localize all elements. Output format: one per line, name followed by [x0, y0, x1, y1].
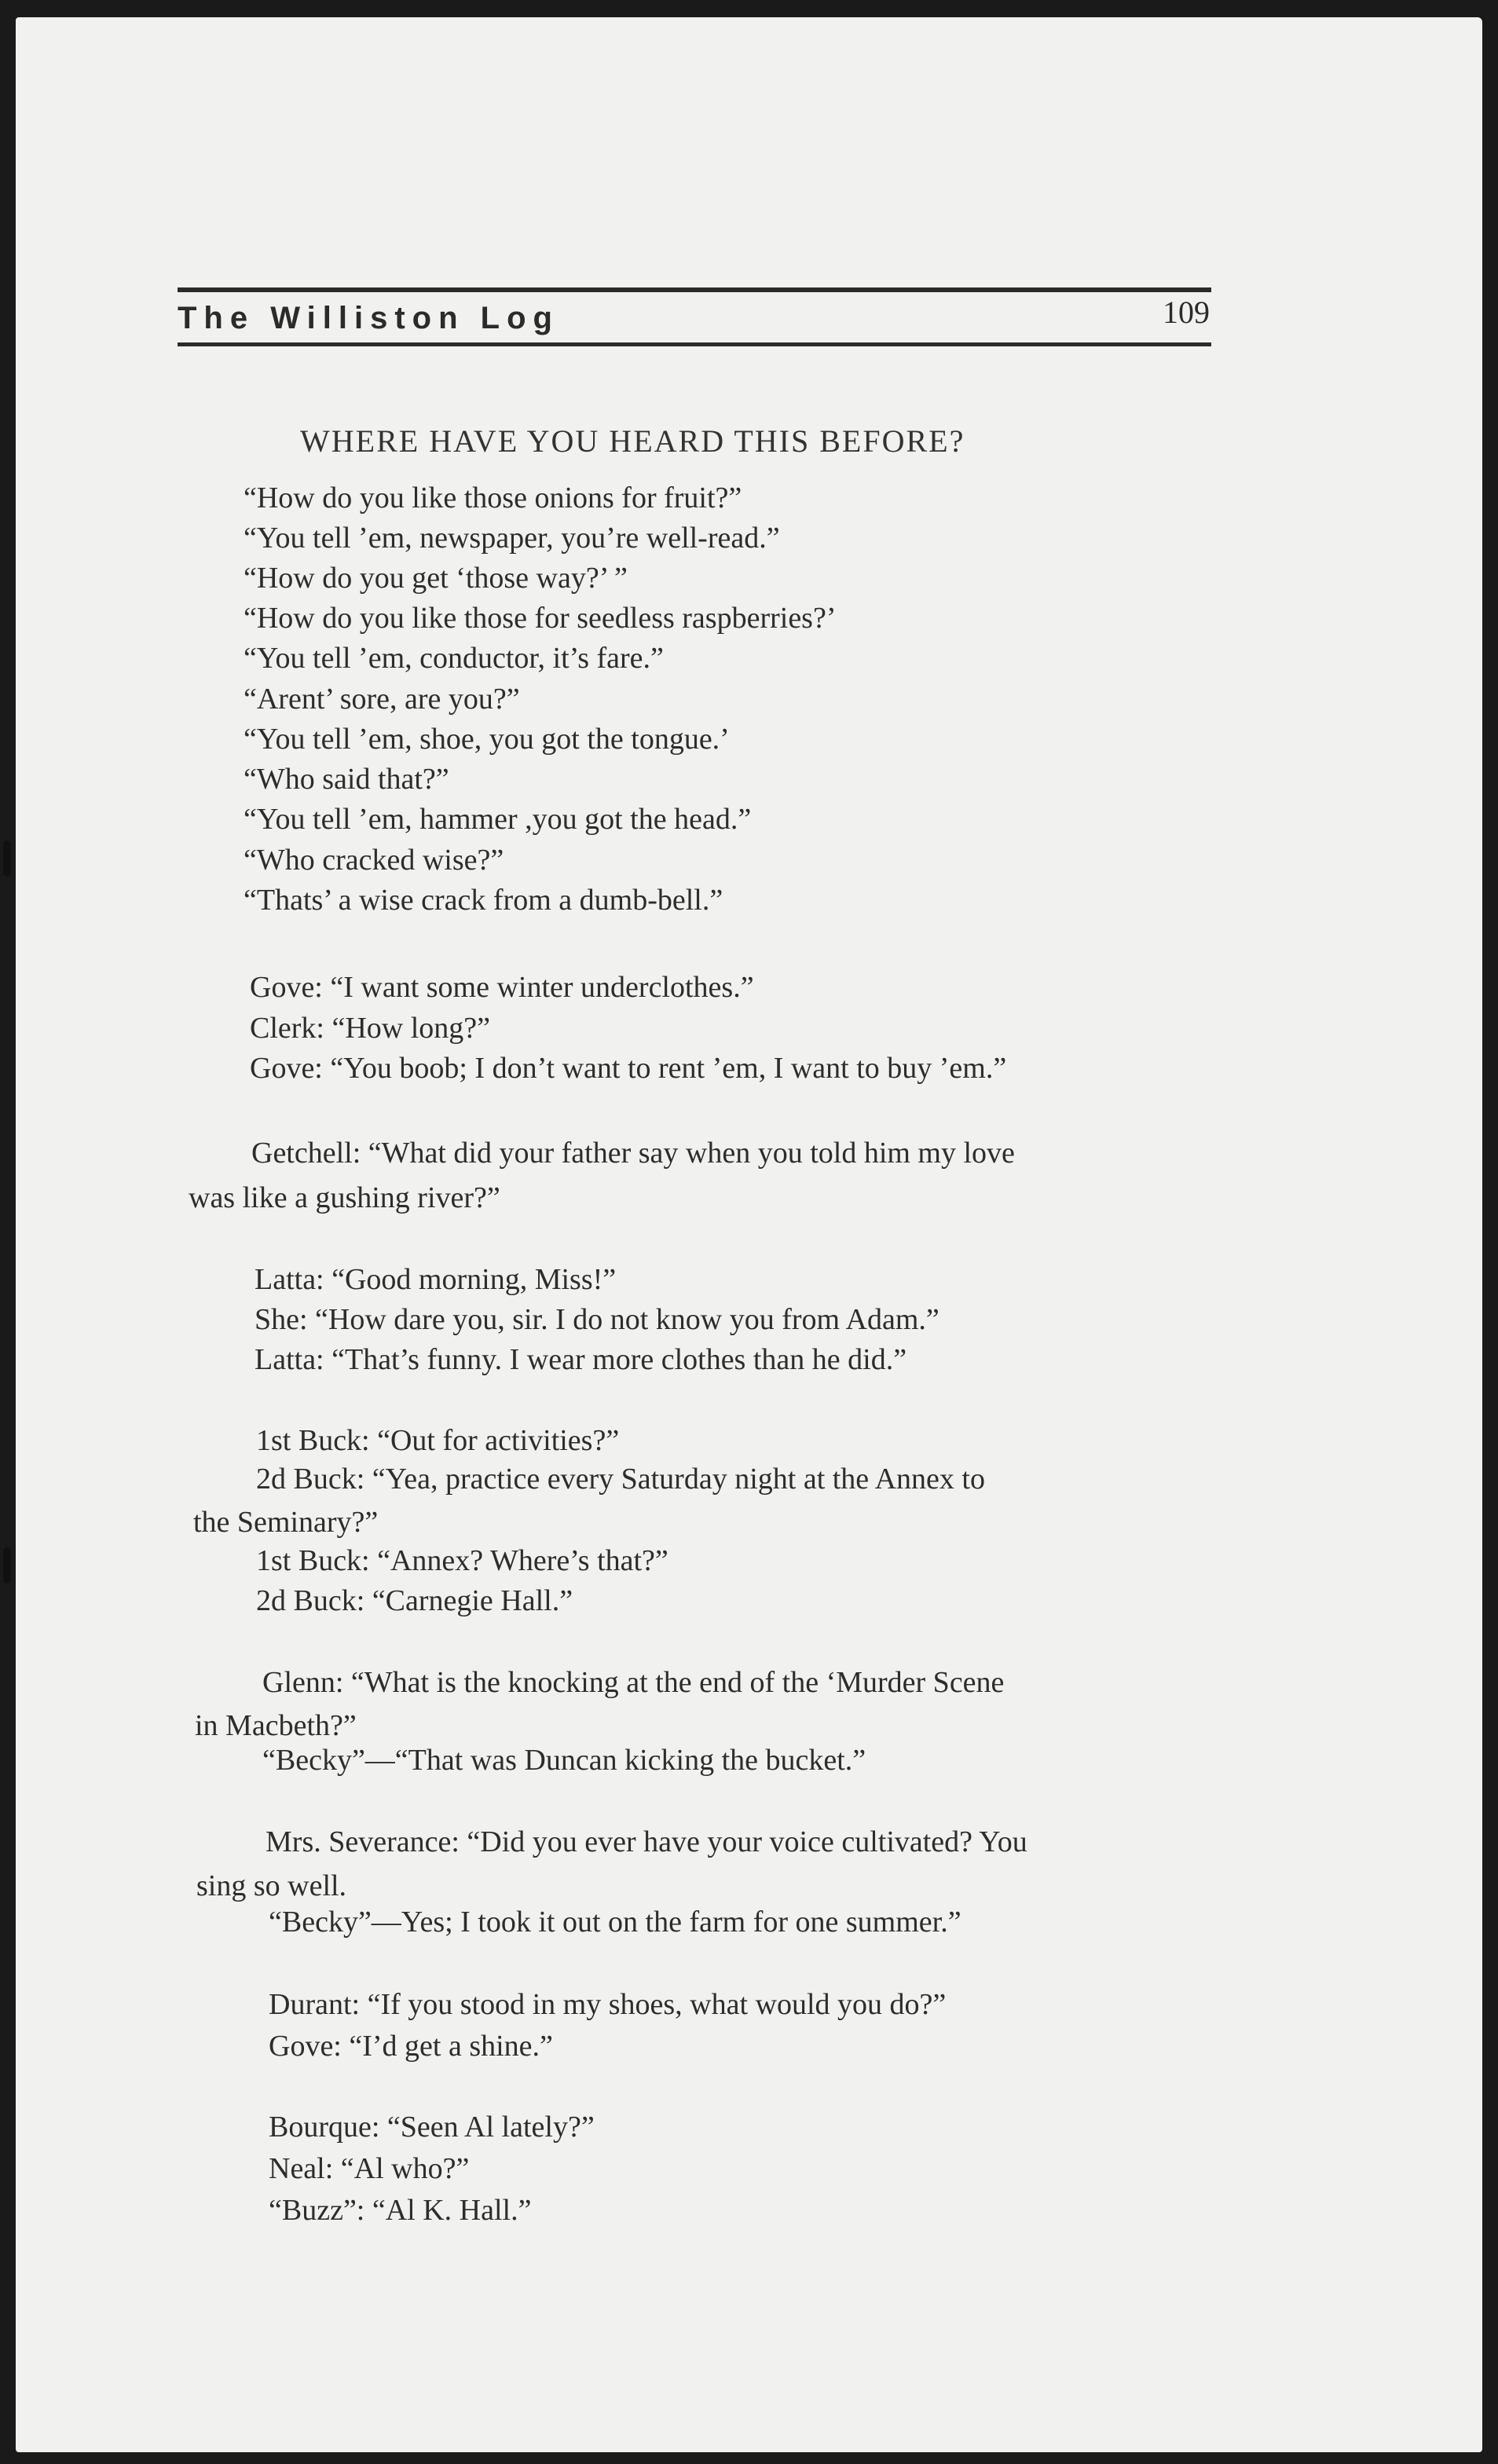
dialogue-line: “Becky”—Yes; I took it out on the farm for one summer.” [269, 1906, 961, 1939]
dialogue-line: 1st Buck: “Out for activities?” [256, 1424, 620, 1457]
dialogue-line: Gove: “You boob; I don’t want to rent ’em, I want to buy ’em.” [250, 1052, 1007, 1085]
dialogue-line: Gove: “I want some winter underclothes.” [250, 971, 754, 1004]
dialogue-line: 2d Buck: “Yea, practice every Saturday night at the Annex to [256, 1463, 985, 1496]
dialogue-line: 2d Buck: “Carnegie Hall.” [256, 1584, 573, 1617]
dialogue-line: Bourque: “Seen Al lately?” [269, 2111, 595, 2144]
quip-line: “You tell ’em, conductor, it’s fare.” [244, 642, 664, 675]
dialogue-line: sing so well. [196, 1869, 347, 1902]
dialogue-line: Getchell: “What did your father say when you told him my love [251, 1137, 1015, 1170]
dialogue-line: 1st Buck: “Annex? Where’s that?” [256, 1544, 668, 1577]
quip-line: “Thats’ a wise crack from a dumb-bell.” [244, 884, 723, 917]
dialogue-line: Clerk: “How long?” [250, 1012, 491, 1045]
dialogue-line: Latta: “That’s funny. I wear more clothes than he did.” [255, 1343, 907, 1376]
quip-line: “You tell ’em, shoe, you got the tongue.’ [244, 723, 730, 756]
quip-line: “Who cracked wise?” [244, 844, 504, 877]
binding-mark-lower [3, 1547, 11, 1583]
header-rule-bottom [178, 342, 1211, 346]
dialogue-line: “Buzz”: “Al K. Hall.” [269, 2194, 532, 2227]
header-rule-top [178, 287, 1211, 292]
binding-mark-upper [3, 840, 11, 877]
dialogue-line: Mrs. Severance: “Did you ever have your voice cultivated? You [266, 1825, 1027, 1858]
quip-line: “You tell ’em, hammer ,you got the head.” [244, 803, 752, 836]
running-head: The Williston Log [178, 301, 559, 335]
quip-line: “Arent’ sore, are you?” [244, 683, 520, 716]
quip-line: “Who said that?” [244, 763, 449, 796]
dialogue-line: the Seminary?” [193, 1506, 379, 1539]
dialogue-line: was like a gushing river?” [189, 1181, 500, 1214]
dialogue-line: Gove: “I’d get a shine.” [269, 2030, 553, 2063]
dialogue-line: Glenn: “What is the knocking at the end of the ‘Murder Scene [262, 1666, 1005, 1699]
quip-line: “How do you like those onions for fruit?” [244, 481, 742, 514]
dialogue-line: in Macbeth?” [195, 1709, 357, 1742]
page-number: 109 [1163, 295, 1210, 330]
dialogue-line: Neal: “Al who?” [269, 2152, 470, 2185]
quip-line: “How do you like those for seedless raspberries?’ [244, 602, 837, 635]
quip-line: “You tell ’em, newspaper, you’re well-read.” [244, 522, 780, 555]
dialogue-line: Latta: “Good morning, Miss!” [255, 1263, 617, 1296]
dialogue-line: Durant: “If you stood in my shoes, what would you do?” [269, 1988, 947, 2021]
article-title: WHERE HAVE YOU HEARD THIS BEFORE? [300, 423, 965, 459]
dialogue-line: “Becky”—“That was Duncan kicking the bucket.” [262, 1744, 866, 1777]
quip-line: “How do you get ‘those way?’ ” [244, 562, 628, 595]
dialogue-line: She: “How dare you, sir. I do not know you from Adam.” [255, 1303, 939, 1336]
book-page [16, 17, 1482, 2452]
